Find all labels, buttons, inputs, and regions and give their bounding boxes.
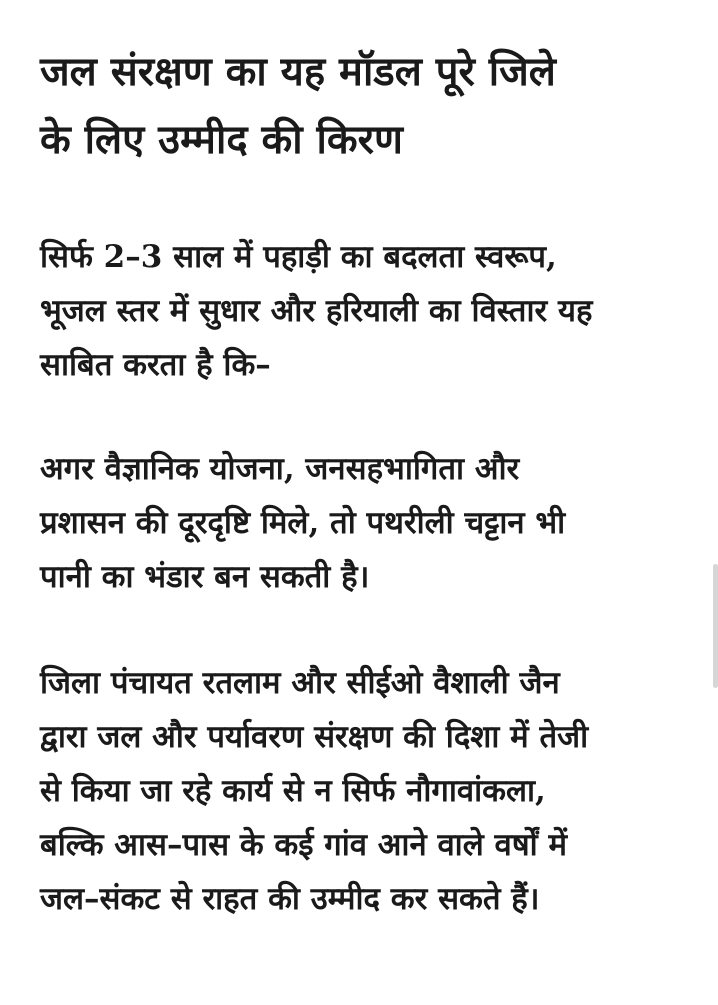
- article-paragraph-3: जिला पंचायत रतलाम और सीईओ वैशाली जैन द्वारा जल और पर्यावरण संरक्षण की दिशा में तेजी से किया जा रहे कार्य से न सिर्फ नौगावांकला, बल्कि आस–पास के कई गांव आने वाले वर्षों में जल–संकट से राहत की उम्मीद कर सकते हैं।: [40, 665, 589, 917]
- article-paragraph-1: सिर्फ 2–3 साल में पहाड़ी का बदलता स्वरूप, भूजल स्तर में सुधार और हरियाली का विस्तार यह साबित करता है कि–: [40, 239, 593, 383]
- article-body: [40, 38, 690, 926]
- article-paragraph-2: अगर वैज्ञानिक योजना, जनसहभागिता और प्रशासन की दूरदृष्टि मिले, तो पथरीली चट्टान भी पानी का भंडार बन सकती है।: [40, 451, 566, 595]
- scrollbar-thumb[interactable]: [713, 564, 718, 688]
- article-headline: जल संरक्षण का यह मॉडल पूरे जिले के लिए उम्मीद की किरण: [40, 49, 556, 163]
